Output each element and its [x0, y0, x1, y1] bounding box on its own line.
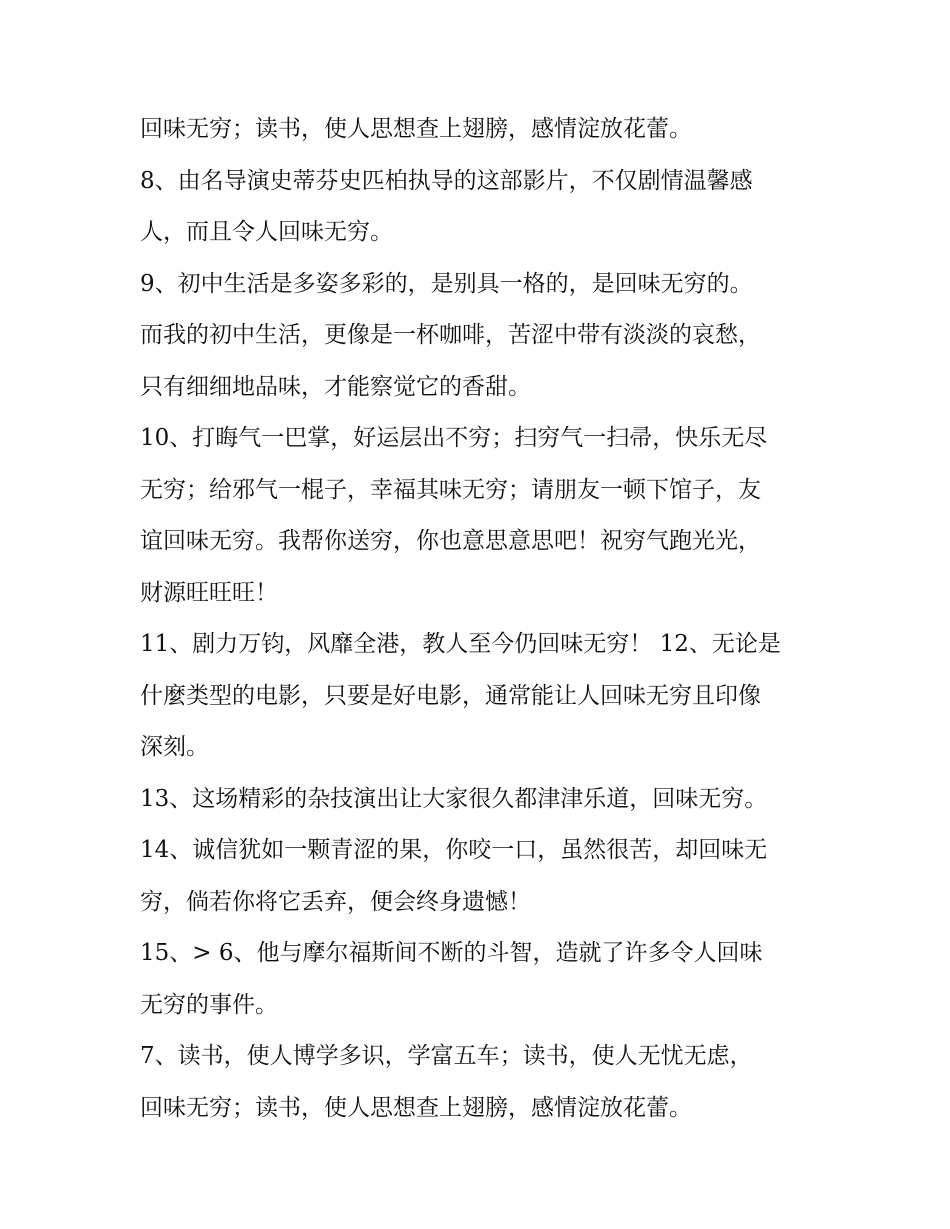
text-line: 穷，倘若你将它丢弃，便会终身遗憾！: [140, 888, 531, 915]
text-line: 无穷的事件。: [140, 991, 278, 1018]
text-line: 7、读书，使人博学多识，学富五车；读书，使人无忧无虑，: [140, 1043, 753, 1069]
text-line: 无穷；给邪气一棍子，幸福其味无穷；请朋友一顿下馆子，友: [140, 476, 761, 503]
text-line: 14、诚信犹如一颗青涩的果，你咬一口，虽然很苦，却回味无: [140, 837, 768, 863]
text-line: 谊回味无穷。我帮你送穷，你也意思意思吧！祝穷气跑光光，: [140, 528, 761, 554]
text-line: 15、> 6、他与摩尔福斯间不断的斗智，造就了许多令人回味: [140, 940, 763, 966]
text-line: 8、由名导演史蒂芬史匹柏执导的这部影片，不仅剧情温馨感: [140, 167, 753, 194]
text-line: 回味无穷；读书，使人思想查上翅膀，感情淀放花蕾。: [140, 116, 692, 142]
text-line: 11、剧力万钧，风靡全港，教人至今仍回味无穷！ 12、无论是: [140, 631, 781, 657]
document-body: [140, 104, 820, 1134]
text-line: 而我的初中生活，更像是一杯咖啡，苦涩中带有淡淡的哀愁，: [140, 322, 761, 348]
text-line: 回味无穷；读书，使人思想查上翅膀，感情淀放花蕾。: [140, 1094, 692, 1121]
text-line: 9、初中生活是多姿多彩的，是别具一格的，是回味无穷的。: [140, 270, 753, 297]
text-line: 深刻。: [140, 734, 209, 760]
text-line: 10、打晦气一巴掌，好运层出不穷；扫穷气一扫帚，快乐无尽: [140, 425, 768, 451]
text-line: 财源旺旺旺！: [140, 579, 278, 606]
text-line: 只有细细地品味，才能察觉它的香甜。: [140, 373, 531, 400]
text-line: 13、这场精彩的杂技演出让大家很久都津津乐道，回味无穷。: [140, 785, 768, 812]
text-line: 什麼类型的电影，只要是好电影，通常能让人回味无穷且印像: [140, 682, 761, 709]
text-line: 人，而且令人回味无穷。: [140, 219, 393, 245]
